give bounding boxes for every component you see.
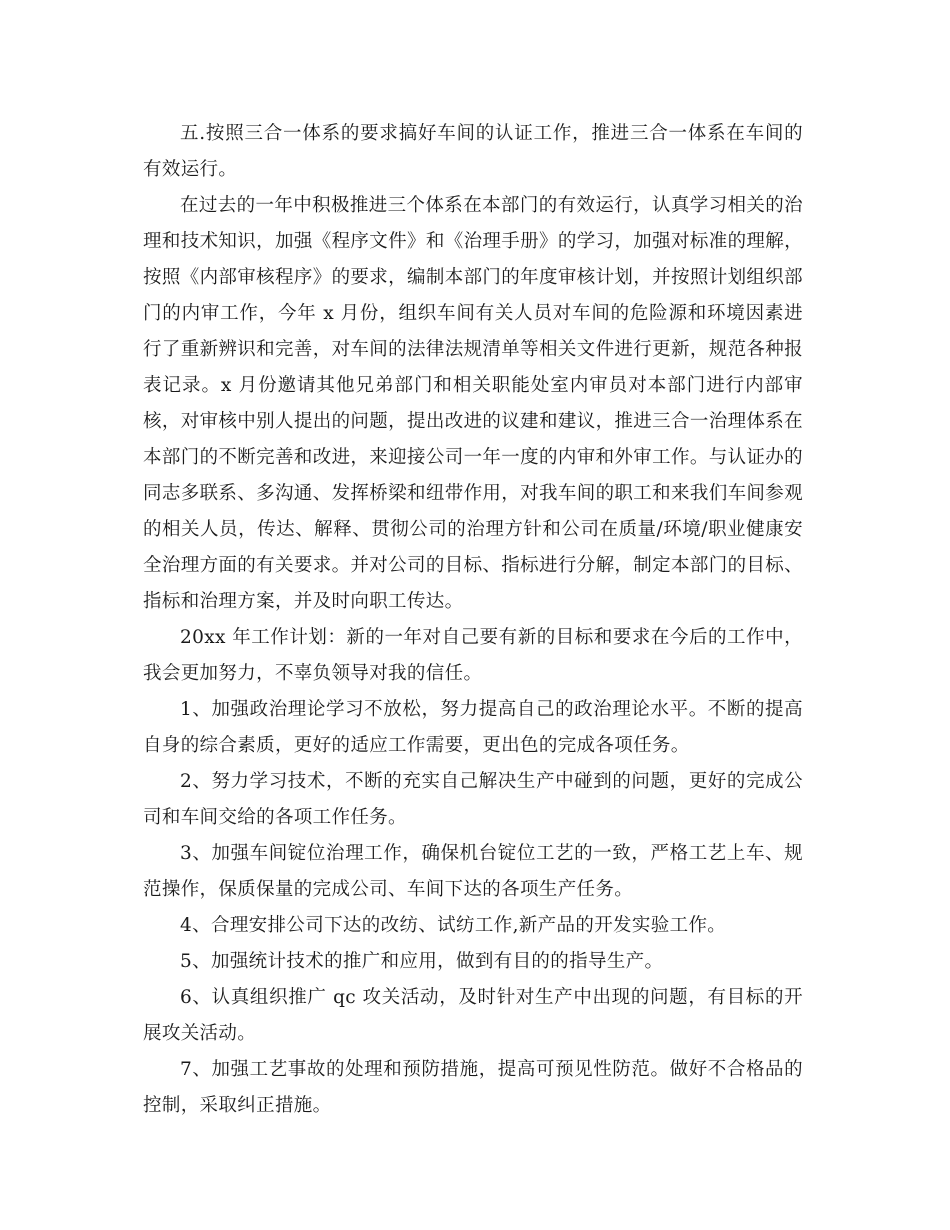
paragraph-plan-item-5: 5、加强统计技术的推广和应用，做到有目的的指导生产。 bbox=[180, 951, 664, 972]
paragraph-plan-item-3: 3、加强车间锭位治理工作，确保机台锭位工艺的一致，严格工艺上车、规范操作，保质保量的完成公司、车间下达的各项生产任务。 bbox=[143, 843, 803, 900]
paragraph-plan-item-4: 4、合理安排公司下达的改纺、试纺工作,新产品的开发实验工作。 bbox=[180, 915, 727, 936]
paragraph-certification-heading: 五.按照三合一体系的要求搞好车间的认证工作，推进三合一体系在车间的有效运行。 bbox=[143, 123, 803, 180]
document-body bbox=[143, 116, 803, 1124]
paragraph-plan-item-2: 2、努力学习技术，不断的充实自己解决生产中碰到的问题，更好的完成公司和车间交给的各项工作任务。 bbox=[143, 771, 803, 828]
paragraph-plan-item-6: 6、认真组织推广 qc 攻关活动，及时针对生产中出现的问题，有目标的开展攻关活动。 bbox=[143, 987, 803, 1044]
paragraph-plan-item-1: 1、加强政治理论学习不放松，努力提高自己的政治理论水平。不断的提高自身的综合素质，更好的适应工作需要，更出色的完成各项任务。 bbox=[143, 699, 803, 756]
paragraph-work-plan-intro: 20xx 年工作计划：新的一年对自己要有新的目标和要求在今后的工作中，我会更加努力，不辜负领导对我的信任。 bbox=[143, 627, 803, 684]
paragraph-plan-item-7: 7、加强工艺事故的处理和预防措施，提高可预见性防范。做好不合格品的控制，采取纠正措施。 bbox=[143, 1059, 803, 1116]
paragraph-system-review: 在过去的一年中积极推进三个体系在本部门的有效运行，认真学习相关的治理和技术知识，加强《程序文件》和《治理手册》的学习，加强对标准的理解，按照《内部审核程序》的要求，编制本部门的年度审核计划，并按照计划组织部门的内审工作，今年 x 月份，组织车间有关人员对车间的危险源和环境因素进行了重新辨识和完善，对车间的法律法规清单等相关文件进行更新，规范各种报表记录。x 月份邀请其他兄弟部门和相关职能处室内审员对本部门进行内部审核，对审核中别人提出的问题，提出改进的议建和建议，推进三合一治理体系在本部门的不断完善和改进，来迎接公司一年一度的内审和外审工作。与认证办的同志多联系、多沟通、发挥桥梁和纽带作用，对我车间的职工和来我们车间参观的相关人员，传达、解释、贯彻公司的治理方针和公司在质量/环境/职业健康安全治理方面的有关要求。并对公司的目标、指标进行分解，制定本部门的目标、指标和治理方案，并及时向职工传达。 bbox=[143, 195, 803, 612]
